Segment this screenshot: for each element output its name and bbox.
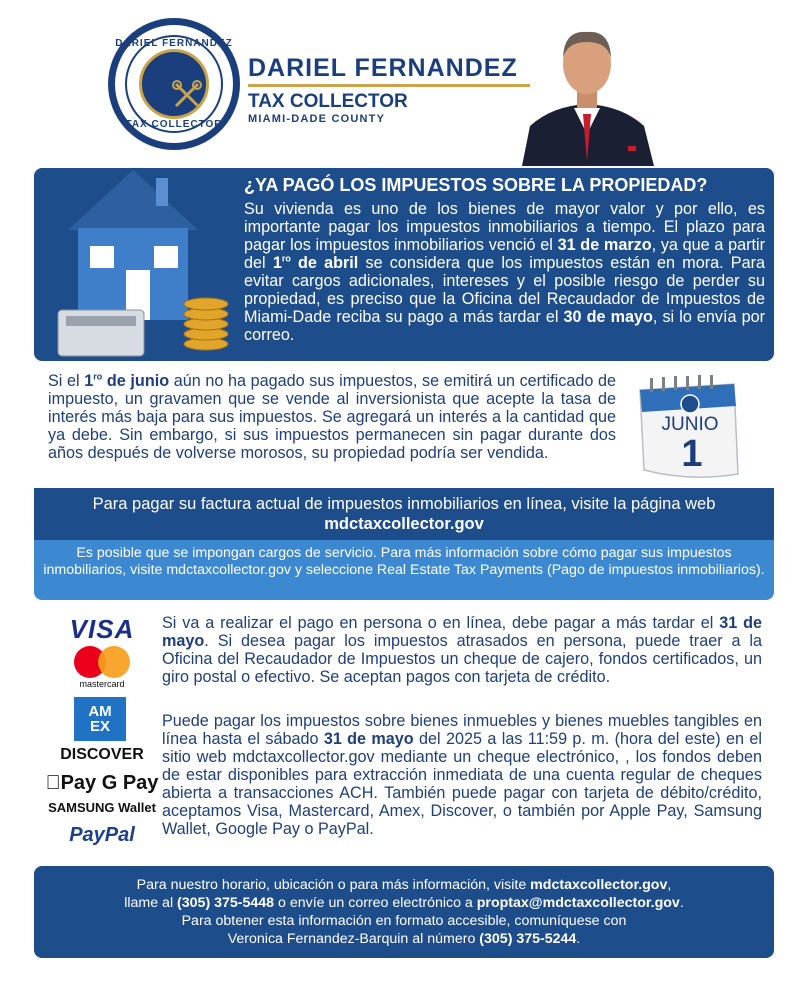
footer-phone[interactable]: (305) 375-5448	[177, 895, 275, 911]
calendar-day: 1	[681, 433, 703, 475]
paypal-logo: PayPal	[69, 824, 135, 846]
seal-bottom-text: TAX COLLECTOR	[125, 119, 223, 130]
seal-top-text: DARIEL FERNANDEZ	[115, 38, 233, 49]
discover-logo: DISCOVER	[60, 746, 144, 763]
amex-logo: AM EX	[74, 697, 126, 741]
accessibility-phone[interactable]: (305) 375-5244	[479, 931, 577, 947]
apple-icon	[46, 772, 61, 794]
calendar-icon	[630, 372, 746, 482]
online-payment-paragraph: Puede pagar los impuestos sobre bienes inmuebles y bienes muebles tangibles en línea hasta el sábado 31 de mayo del 2025 a las 11:59 p. m. (hora del este) en el sitio web mdctaxcollector.gov mediante un cheque electrónico, , los fondos deben de estar disponibles para extracción inmediata de una cuenta regular de cheques abierta a transacciones ACH. También puede pagar con tarjeta de débito/crédito, aceptamos Visa, Mastercard, Amex, Discover, o también por Apple Pay, Samsung Wallet, Google Pay o PayPal.	[162, 712, 762, 838]
service-fee-note: Es posible que se impongan cargos de servicio. Para más información sobre cómo pagar sus impuestos inmobiliarios, visite mdctaxcollector.gov y seleccione Real Estate Tax Payments (Pago de impuestos inmobiliarios).	[43, 545, 765, 578]
collector-portrait	[512, 22, 662, 166]
question-body: Su vivienda es uno de los bienes de mayor valor y por ello, es importante pagar los impuestos inmobiliarios a tiempo. El plazo para pagar los impuestos inmobiliarios venció el 31 de marzo, ya que a partir del $1^{ro}$ de abril se considera que los impuestos están en mora. Para evitar cargos adicionales, intereses y el posible riesgo de perder su propiedad, es preciso que la Oficina del Recaudador de Impuestos de Miami-Dade reciba su pago a más tardar el 30 de mayo, si lo envía por correo.	[244, 200, 765, 344]
june-deadline-paragraph: Si el $1^{ro}$ de junio aún no ha pagado sus impuestos, se emitirá un certificado de impuesto, un gravamen que se vende al inversionista que acepte la tasa de interés más baja para sus impuestos. Se agregará un interés a la cantidad que ya debe. Sin embargo, si sus impuestos permanecen sin pagar durante dos años después de volverse morosos, su propiedad podría ser vendida.	[48, 371, 616, 462]
in-person-payment-paragraph: Si va a realizar el pago en persona o en línea, debe pagar a más tardar el 31 de mayo. Si desea pagar los impuestos atrasados en persona, puede traer a la Oficina del Recaudador de Impuestos un cheque de cajero, fondos certificados, un giro postal o efectivo. Se aceptan pagos con tarjeta de crédito.	[162, 614, 762, 686]
tax-collector-website-link[interactable]: mdctaxcollector.gov	[324, 515, 484, 533]
mastercard-logo	[40, 644, 164, 690]
visa-logo: VISA	[69, 614, 135, 644]
calendar-month: JUNIO	[661, 414, 719, 435]
collector-title: TAX COLLECTOR	[248, 91, 408, 112]
county-name: MIAMI-DADE COUNTY	[248, 113, 386, 125]
question-heading: ¿YA PAGÓ LOS IMPUESTOS SOBRE LA PROPIEDAD?	[244, 175, 708, 195]
svg-text:mastercard: mastercard	[79, 679, 125, 689]
apple-google-pay-logos: Pay G Pay	[40, 772, 164, 795]
samsung-wallet-logo: SAMSUNG Wallet	[48, 800, 156, 815]
tax-collector-seal	[108, 18, 240, 150]
collector-name: DARIEL FERNANDEZ	[248, 54, 518, 82]
contact-footer-text: Para nuestro horario, ubicación o para más información, visite mdctaxcollector.gov, llame al (305) 375-5448 o envíe un correo electrónico a proptax@mdctaxcollector.gov. Para obtener esta información en formato accesible, comuníquese con Veronica Fernandez-Barquin al número (305) 375-5244.	[124, 877, 684, 947]
house-calculator-coins-illustration	[38, 150, 238, 360]
footer-email-link[interactable]: proptax@mdctaxcollector.gov	[476, 895, 680, 911]
online-payment-text: Para pagar su factura actual de impuestos inmobiliarios en línea, visite la página web mdctaxcollector.gov	[92, 495, 716, 533]
crossed-keys-icon	[172, 80, 202, 110]
header-divider	[248, 84, 530, 87]
footer-website-link[interactable]: mdctaxcollector.gov	[530, 877, 668, 893]
